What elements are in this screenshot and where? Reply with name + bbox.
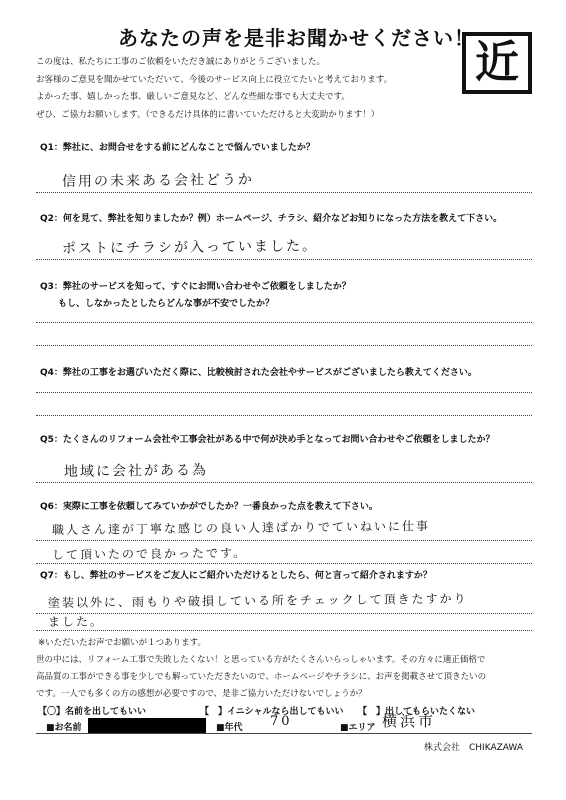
question-2: Q2：何を見て、弊社を知りましたか？例）ホームページ、チラシ、紹介などお知りになった方法を教えて下さい。 — [40, 214, 503, 224]
question-3: Q3：弊社のサービスを知って、すぐにお問い合わせやご依頼をしましたか？ — [40, 282, 351, 292]
answer-1: 信用の未来ある会社どうか — [61, 171, 255, 190]
intro-line: この度は、私たちに工事のご依頼をいただき誠にありがとうございました。 — [36, 57, 326, 67]
answer-line — [36, 630, 532, 631]
answer-7-line-2: ました。 — [47, 614, 105, 629]
answer-5: 地域に会社がある為 — [63, 462, 209, 480]
name-label: ■お名前 — [46, 723, 82, 733]
age-value: 70 — [270, 714, 293, 729]
form-baseline — [36, 733, 532, 734]
answer-line — [36, 192, 532, 193]
footer-note: ※いただいたお声でお願いが１つあります。 — [38, 638, 206, 648]
question-1: Q1：弊社に、お問合せをする前にどんなことで悩んでいましたか？ — [40, 143, 315, 153]
age-label: ■年代 — [216, 723, 243, 733]
area-label: ■エリア — [340, 723, 376, 733]
intro-line: ぜひ、ご協力お願いします。（できるだけ具体的に書いていただけると大変助かります！） — [36, 109, 380, 120]
option-name-ok[interactable]: 【〇】名前を出してもいい — [38, 707, 147, 717]
option-no-publish[interactable]: 【 】出してもらいたくない — [358, 707, 476, 717]
answer-line — [36, 322, 532, 323]
question-7: Q7：もし、弊社のサービスをご友人にご紹介いただけるとしたら、何と言って紹介されますか？ — [40, 571, 432, 581]
answer-line — [36, 392, 532, 393]
question-3-sub: もし、しなかったとしたらどんな事が不安でしたか？ — [58, 299, 275, 309]
intro-line: よかった事、嬉しかった事、厳しいご意見など、どんな些細な事でも大丈夫です。 — [36, 92, 350, 102]
answer-line — [36, 540, 532, 541]
question-4: Q4：弊社の工事をお選びいただく際に、比較検討された会社やサービスがございましたら教えてください。 — [40, 368, 477, 378]
footer-paragraph-line: 世の中には、リフォーム工事で失敗したくない！と思っている方がたくさんいらっしゃいます。その方々に適正価格で — [36, 655, 486, 665]
company-name: 株式会社 CHIKAZAWA — [424, 743, 524, 753]
answer-line — [36, 259, 532, 260]
answer-6-line-2: して頂いたので良かったです。 — [51, 545, 248, 562]
question-5: Q5：たくさんのリフォーム会社や工事会社がある中で何が決め手となってお問い合わせやご依頼をしましたか？ — [40, 435, 495, 445]
answer-7-line-1: 塗装以外に、雨もりや破損している所をチェックして頂きたすかり — [47, 591, 468, 610]
answer-line — [36, 613, 532, 614]
answer-line — [36, 563, 532, 564]
question-6: Q6：実際に工事を依頼してみていかがでしたか？一番良かった点を教えて下さい。 — [40, 502, 378, 512]
answer-6-line-1: 職人さん達が丁寧な感じの良い人達ばかりでていねいに仕事 — [51, 519, 431, 537]
answer-line — [36, 482, 532, 483]
answer-line — [36, 345, 532, 346]
company-logo: 近 — [462, 32, 532, 94]
redacted-name — [88, 718, 206, 733]
answer-2: ポストにチラシが入っていました。 — [61, 238, 319, 257]
footer-paragraph-line: です。一人でも多くの方の感想が必要ですので、是非ご協力いただけないでしょうか？ — [36, 689, 367, 699]
footer-paragraph-line: 高品質の工事ができる事を少しでも解っていただきたいので、ホームページやチラシに、お声を掲載させて頂きたいの — [36, 672, 487, 682]
area-value: 横浜市 — [382, 712, 437, 730]
answer-line — [36, 415, 532, 416]
intro-text — [36, 54, 392, 124]
footer-paragraph — [36, 652, 486, 703]
page-title: あなたの声を是非お聞かせください！ — [118, 26, 475, 50]
option-initial-ok[interactable]: 【 】イニシャルなら出してもいい — [200, 707, 344, 717]
intro-line: お客様のご意見を聞かせていただいて、今後のサービス向上に役立てたいと考えております。 — [36, 74, 393, 85]
